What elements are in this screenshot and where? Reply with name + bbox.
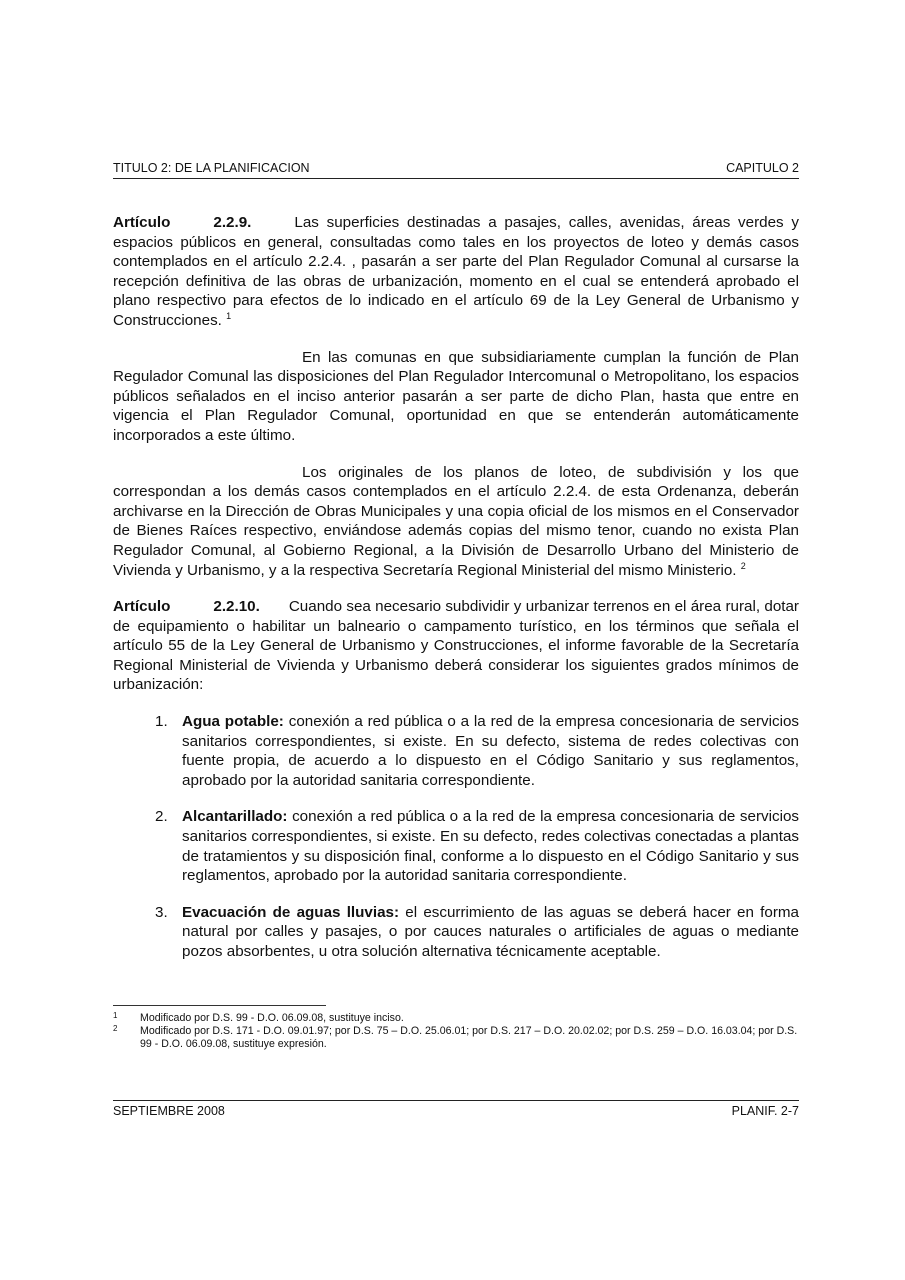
list-item: [113, 807, 799, 885]
list-item-text: conexión a red pública o a la red de la empresa concesionaria de servicios sanitarios correspondientes, si existe. En su defecto, sistema de redes colectivas con fuente propia, de acuerdo a lo dispuesto en el Código Sanitario y sus reglamentos, aprobado por la autoridad sanitaria correspondiente.: [182, 713, 800, 789]
page-header: [113, 160, 799, 179]
footnote-mark: 2: [113, 1024, 118, 1034]
footnote: [113, 1012, 799, 1025]
footnote-text: Modificado por D.S. 171 - D.O. 09.01.97; por D.S. 75 – D.O. 25.06.01; por D.S. 217 – D.O. 20.02.02; por D.S. 259 – D.O. 16.03.04; por D.S. 99 - D.O. 06.09.08, sustituye expresión.: [140, 1025, 798, 1051]
footnote-reference: 1: [226, 310, 232, 321]
document-page: [113, 0, 799, 1280]
list-item-number: 3.: [155, 903, 168, 921]
footnote-mark: 1: [113, 1011, 118, 1020]
article-number: 2.2.9.: [213, 214, 252, 231]
list-item-number: 1.: [155, 713, 168, 731]
article-2-2-9-paragraph-1: [113, 213, 799, 331]
article-2-2-9-paragraph-2: [113, 348, 799, 446]
document-body: [113, 213, 799, 979]
article-label: Artículo: [113, 598, 171, 616]
paragraph-text: Los originales de los planos de loteo, de subdivisión y los que correspondan a los demás casos contemplados en el artículo 2.2.4. de esta Ordenanza, deberán archivarse en la Dirección de Obras Municipales y una copia oficial de los mismos en el Conservador de Bienes Raíces respectivo, enviándose además copias del mismo tenor, cuando no exista Plan Regulador Comunal, al Gobierno Regional, a la División de Desarrollo Urbano del Ministerio de Vivienda y Urbanismo, y a la respectiva Secretaría Regional Ministerial del mismo Ministerio.: [113, 463, 799, 579]
header-title: TITULO 2: DE LA PLANIFICACION: [113, 161, 310, 175]
list-item: [113, 712, 799, 790]
list-item-text: el escurrimiento de las aguas se deberá hacer en forma natural por calles y pasajes, o por cauces naturales o artificiales de aguas o mediante pozos absorbentes, u otra solución alternativa técnicamente aceptable.: [182, 903, 799, 960]
page-footer: [113, 1100, 799, 1121]
list-item-term: Alcantarillado:: [182, 808, 288, 826]
article-2-2-10-intro: [113, 597, 799, 695]
list-item: [113, 903, 799, 962]
article-number: 2.2.10.: [213, 598, 260, 616]
article-label: Artículo: [113, 214, 171, 231]
urbanization-requirements-list: [113, 712, 799, 962]
list-item-number: 2.: [155, 808, 168, 826]
footnotes: [113, 1012, 799, 1052]
list-item-text: conexión a red pública o a la red de la empresa concesionaria de servicios sanitarios correspondientes, si existe. En su defecto, redes colectivas conectadas a plantas de tratamientos y su disposición final, conforme a lo dispuesto en el Código Sanitario y sus reglamentos, aprobado por la autoridad sanitaria correspondiente.: [182, 808, 799, 885]
footnote-text: Modificado por D.S. 99 - D.O. 06.09.08, sustituye inciso.: [140, 1012, 404, 1024]
paragraph-text: Las superficies destinadas a pasajes, calles, avenidas, áreas verdes y espacios públicos en general, consultadas como tales en los proyectos de loteo y demás casos contemplados en el artículo 2.2.4. , pasarán a ser parte del Plan Regulador Comunal al cursarse la recepción definitiva de las obras de urbanización, momento en el cual se entenderá aprobado el plano respectivo para efectos de lo indicado en el artículo 69 de la Ley General de Urbanismo y Construcciones.: [113, 214, 799, 329]
list-item-term: Evacuación de aguas lluvias:: [182, 903, 400, 921]
article-2-2-9-paragraph-3: [113, 463, 799, 581]
paragraph-text: Cuando sea necesario subdividir y urbanizar terrenos en el área rural, dotar de equipamiento o habilitar un balneario o campamento turístico, en los términos que señala el artículo 55 de la Ley General de Urbanismo y Construcciones, el informe favorable de la Secretaría Regional Ministerial de Vivienda y Urbanismo deberá considerar los siguientes grados mínimos de urbanización:: [113, 598, 799, 694]
footnote-separator: [113, 1005, 326, 1006]
footer-page-number: PLANIF. 2-7: [731, 1104, 799, 1118]
list-item-term: Agua potable:: [182, 713, 284, 731]
footer-date: SEPTIEMBRE 2008: [113, 1104, 225, 1118]
footnote-reference: 2: [740, 560, 746, 571]
header-chapter: CAPITULO 2: [726, 161, 799, 175]
paragraph-text: En las comunas en que subsidiariamente cumplan la función de Plan Regulador Comunal las disposiciones del Plan Regulador Intercomunal o Metropolitano, los espacios públicos señalados en el inciso anterior pasarán a ser parte de dicho Plan, hasta que entre en vigencia el Plan Regulador Comunal, oportunidad en que se entenderán automáticamente incorporados a este último.: [113, 348, 799, 444]
footnote: [113, 1025, 799, 1051]
